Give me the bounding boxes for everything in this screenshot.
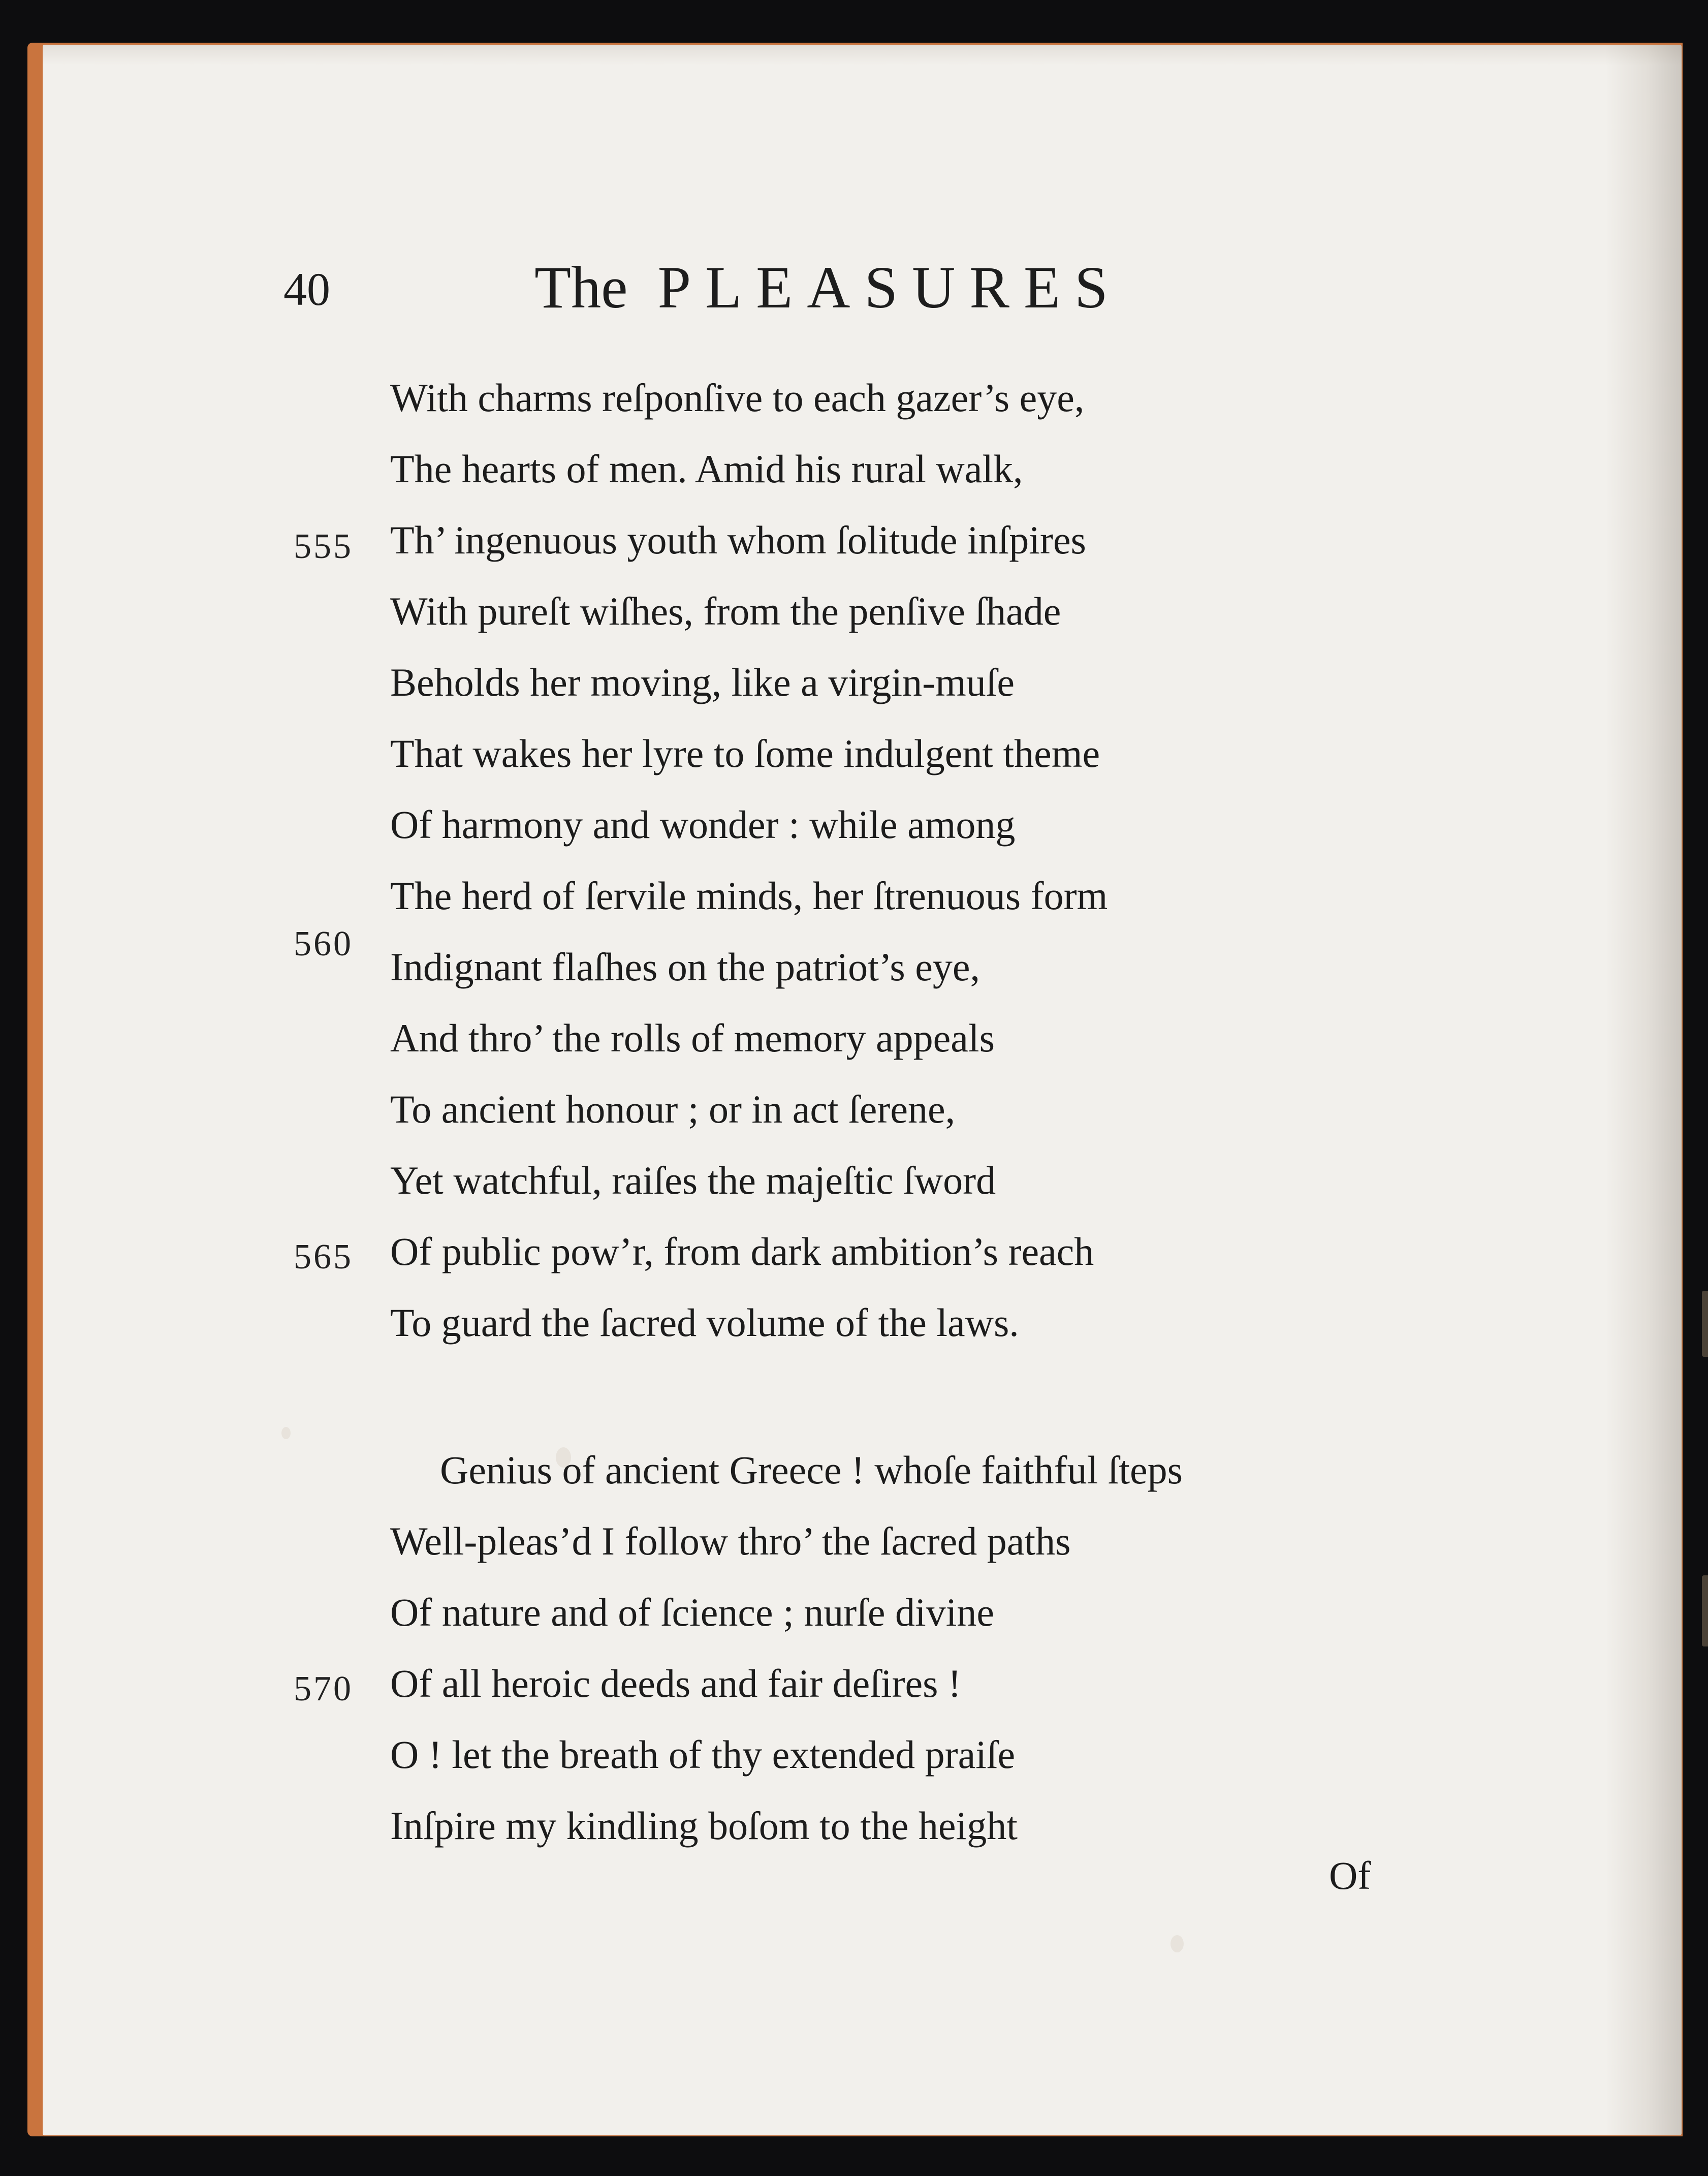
poem-line: Genius of ancient Greece ! whoſe faithful ſteps — [440, 1448, 1183, 1492]
poem-line: Indignant flaſhes on the patriot’s eye, — [390, 945, 980, 989]
paper-foxing-spot — [281, 1427, 291, 1439]
binding-clip — [1702, 1575, 1708, 1646]
line-number: 570 — [294, 1669, 353, 1708]
page-top-shade — [43, 45, 1682, 65]
poem-line: The herd of ſervile minds, her ſtrenuous form — [390, 874, 1108, 918]
poem-line: Well-pleas’d I follow thro’ the ſacred paths — [390, 1519, 1071, 1563]
poem-line: The hearts of men. Amid his rural walk, — [390, 447, 1023, 491]
poem-line: Of harmony and wonder : while among — [390, 802, 1016, 847]
poem-line: Th’ ingenuous youth whom ſolitude inſpires — [390, 518, 1086, 562]
page-gutter-shadow — [1605, 45, 1682, 2135]
line-number: 560 — [294, 924, 353, 963]
running-head-the: The — [534, 254, 628, 321]
poem-line: And thro’ the rolls of memory appeals — [390, 1016, 995, 1060]
poem-line: Inſpire my kindling boſom to the height — [390, 1804, 1018, 1848]
running-head — [534, 253, 1122, 322]
book-page — [43, 45, 1682, 2135]
paper-foxing-spot — [1171, 1935, 1184, 1952]
page-number: 40 — [283, 263, 330, 315]
poem-line: O ! let the breath of thy extended praiſe — [390, 1732, 1016, 1777]
poem-line: With charms reſponſive to each gazer’s eye, — [390, 376, 1085, 420]
poem-line: Beholds her moving, like a virgin-muſe — [390, 660, 1015, 704]
catchword: Of — [1329, 1853, 1371, 1898]
poem-line: With pureſt wiſhes, from the penſive ſhade — [390, 589, 1061, 633]
poem-line: Of all heroic deeds and fair deſires ! — [390, 1661, 961, 1705]
line-number: 555 — [294, 527, 353, 566]
poem-line: Of nature and of ſcience ; nurſe divine — [390, 1590, 995, 1634]
poem-line: Yet watchful, raiſes the majeſtic ſword — [390, 1158, 996, 1202]
poem-line: That wakes her lyre to ſome indulgent theme — [390, 731, 1100, 775]
poem-line: To ancient honour ; or in act ſerene, — [390, 1087, 956, 1131]
line-number: 565 — [294, 1237, 353, 1277]
poem-line: Of public pow’r, from dark ambition’s reach — [390, 1229, 1094, 1273]
poem-line: To guard the ſacred volume of the laws. — [390, 1300, 1019, 1345]
binding-clip — [1702, 1291, 1708, 1357]
running-head-title: PLEASURES — [657, 254, 1122, 321]
